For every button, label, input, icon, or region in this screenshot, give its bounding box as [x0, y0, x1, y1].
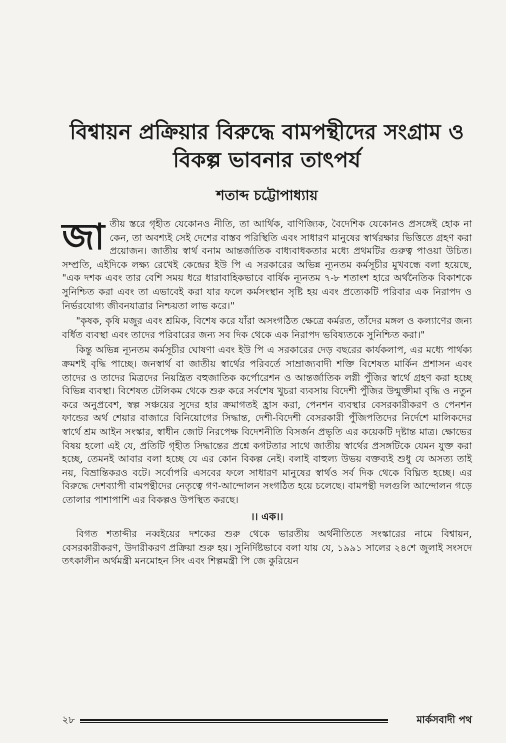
- article-body: [62, 218, 472, 569]
- section-paragraph: বিগত শতাব্দীর নব্বইয়ের দশকের শুরু থেকে ভারতীয় অর্থনীতিতে সংস্কারের নামে বিশ্বায়ন, বেসরকারীকরণ, উদারীকরণ প্রক্রিয়া শুরু হয়। সুনির্দিষ্টভাবে বলা যায় যে, ১৯৯১ সালের ২৪শে জুলাই সংসদে তৎকালীন অর্থমন্ত্রী মনমোহন সিং এবং শিল্পমন্ত্রী পি জে কুরিয়েন: [62, 529, 472, 568]
- page-number: ২৮: [62, 715, 75, 726]
- article-author: শতাব্দ চট্টোপাধ্যায়: [216, 188, 318, 204]
- paragraph-1: [62, 218, 472, 313]
- page-footer: [62, 713, 472, 729]
- journal-name: মার্কসবাদী পথ: [416, 715, 472, 726]
- paragraph-2: "কৃষক, কৃষি মজুর এবং শ্রমিক, বিশেষ করে যাঁরা অসংগঠিত ক্ষেত্রে কর্মরত, তাঁদের মঙ্গল ও কল্যাণের জন্য বর্ধিত ব্যবস্থা এবং তাদের পরিবারের জন্য সব দিক থেকে এক নিরাপদ ভবিষ্যতকে সুনিশ্চিত করা।": [62, 316, 472, 341]
- section-heading: ।। এক।।: [250, 512, 284, 524]
- paragraph-3: কিন্তু অভিন্ন ন্যূনতম কর্মসূচীর ঘোষণা এবং ইউ পি এ সরকারের দেড় বছরের কার্যকলাপ, এর মধ্যে পার্থক্য ক্রমশই বৃদ্ধি পাচ্ছে। জনস্বার্থ বা জাতীয় স্বার্থের পরিবর্তে সাম্রাজ্যবাদী শক্তি বিশেষত মার্কিন প্রশাসন এবং তাদের ও তাদের মিত্রদের নিয়ন্ত্রিত বহুজাতিক কর্পোরেশন ও আন্তর্জাতিক লগ্নী পুঁজির স্বার্থে গ্রহণ করা হচ্ছে বিভিন্ন ব্যবস্থা। বিশেষত টেলিকম থেকে শুরু করে সর্বশেষ খুচরা ব্যবসায় বিদেশী পুঁজির উন্মুক্তীমা বৃদ্ধি ও নতুন করে অনুপ্রবেশ, স্বল্প সঞ্চয়ের সুদের হার ক্রমাগতই হ্রাস করা, পেনশন ব্যবস্থার বেসরকারীকরণ ও পেনশন ফান্ডের অর্থ শেয়ার বাজারে বিনিয়োগের সিদ্ধান্ত, দেশী-বিদেশী বেসরকারী পুঁজিপতিদের নির্দেশে মালিকদের স্বার্থে শ্রম আইন সংস্কার, স্বাধীন জোট নিরপেক্ষ বিদেশনীতি বিসর্জন প্রভৃতি এর কয়েকটি দৃষ্টান্ত মাত্র। ক্ষোভের বিষয় হলো এই যে, প্রতিটি গৃহীত সিদ্ধান্তের প্রশ্নে কগটতার সাথে জাতীয় স্বার্থের প্রসঙ্গটিকে যেমন যুক্ত করা হচ্ছে, তেমনই আবার বলা হচ্ছে যে এর কোন বিকল্প নেই। বলাই বাহুল্য উভয় বক্তব্যই শুধু যে অসত্য তাই নয়, বিভ্রান্তিকরও বটে। সর্বোপরি এসবের ফলে সাধারণ মানুষের স্বার্থও সর্ব দিক থেকে বিঘ্নিত হচ্ছে। এর বিরুদ্ধে দেশব্যাপী বামপন্থীদের নেতৃত্বে গণ-আন্দোলন সংগঠিত হয়ে চলেছে। বামপন্থী দলগুলি আন্দোলন গড়ে তোলার পাশাপাশি এর বিকল্পও উপস্থিত করছে।: [62, 345, 472, 506]
- drop-cap: জা: [62, 216, 105, 258]
- article-title: বিশ্বায়ন প্রক্রিয়ার বিরুদ্ধে বামপন্থীদের সংগ্রাম ও বিকল্প ভাবনার তাৎপর্য: [69, 119, 465, 172]
- paragraph-1-text: তীয় স্তরে গৃহীত যেকোনও নীতি, তা আর্থিক, বাণিজ্যিক, বৈদেশিক যেকোনও প্রসঙ্গেই হোক না কেন, তা অবশ্যই সেই দেশের বাস্তব পরিস্থিতি এবং সাধারণ মানুষের স্বার্থরক্ষার ভিত্তিতে গ্রহণ করা প্রয়োজন। জাতীয় স্বার্থ বনাম আন্তর্জাতিক বাধ্যবাধকতার মধ্যে প্রথমটির গুরুত্ব পাওয়া উচিত। সম্প্রতি, এইদিকে লক্ষ্য রেখেই কেন্দ্রের ইউ পি এ সরকারের অভিন্ন ন্যূনতম কর্মসূচীর মুখবন্ধে বলা হয়েছে, "এক দশক এবং তার বেশি সময় ধরে ধারাবাহিকভাবে বার্ষিক ন্যূনতম ৭-৮ শতাংশ হারে অর্থনৈতিক বিকাশকে সুনিশ্চিত করা এবং তা এভাবেই করা যার ফলে কর্মসংস্থান সৃষ্টি হয় এবং প্রত্যেকটি পরিবার এক নিরাপদ ও নির্ভরযোগ্য জীবনযাত্রার নিশ্চয়তা লাভ করে।": [62, 219, 472, 312]
- footer-rule: [80, 719, 388, 723]
- article: [62, 118, 472, 571]
